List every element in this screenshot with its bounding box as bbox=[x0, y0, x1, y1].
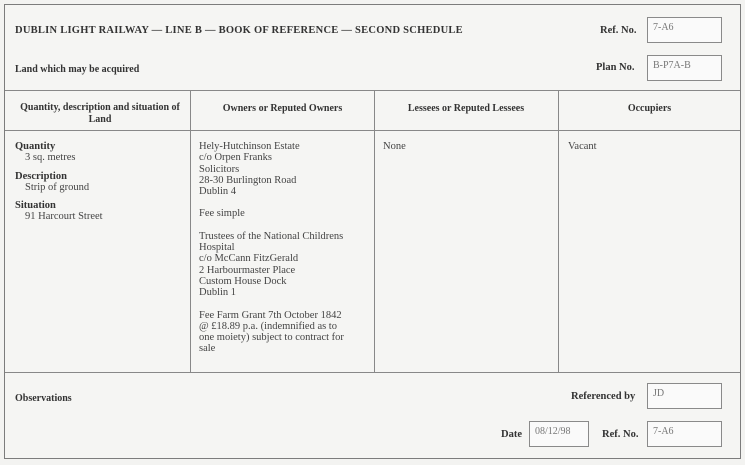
quantity-value: 3 sq. metres bbox=[25, 152, 76, 164]
column-header-lessees: Lessees or Reputed Lessees bbox=[407, 103, 525, 114]
owner-line: 28-30 Burlington Road bbox=[199, 174, 297, 186]
grant-line: sale bbox=[199, 343, 216, 355]
schedule-subtitle: Land which may be acquired bbox=[15, 64, 140, 75]
land-cell bbox=[15, 141, 187, 223]
owner-line: Solicitors bbox=[199, 163, 240, 175]
situation-label: Situation bbox=[15, 200, 56, 212]
referenced-by-field[interactable]: JD bbox=[647, 383, 722, 409]
column-header-occupiers: Occupiers bbox=[627, 103, 672, 114]
owner-line: c/o Orpen Franks bbox=[199, 152, 272, 164]
footer-ref-no-field[interactable]: 7-A6 bbox=[647, 421, 722, 447]
header-bottom-rule bbox=[5, 130, 740, 131]
occupiers-value: Vacant bbox=[568, 141, 597, 152]
referenced-by-label: Referenced by bbox=[571, 391, 636, 402]
grant-line: @ £18.89 p.a. (indemnified as to bbox=[199, 320, 337, 332]
owner-line: Custom House Dock bbox=[199, 275, 287, 287]
column-divider bbox=[374, 90, 375, 372]
owner-line: Dublin 1 bbox=[199, 287, 237, 299]
column-header-owners: Owners or Reputed Owners bbox=[222, 103, 343, 114]
column-divider bbox=[558, 90, 559, 372]
observations-label: Observations bbox=[15, 393, 72, 404]
column-header-land: Quantity, description and situation of Land bbox=[20, 102, 180, 125]
plan-no-label: Plan No. bbox=[596, 62, 635, 73]
owner-line: Dublin 4 bbox=[199, 186, 237, 198]
schedule-title: DUBLIN LIGHT RAILWAY — LINE B — BOOK OF REFERENCE — SECOND SCHEDULE bbox=[15, 25, 463, 36]
owner-line: Hospital bbox=[199, 242, 235, 254]
description-value: Strip of ground bbox=[25, 181, 90, 193]
owner-line: Trustees of the National Childrens bbox=[199, 230, 344, 242]
table-top-rule bbox=[5, 90, 740, 91]
plan-no-field[interactable]: B-P7A-B bbox=[647, 55, 722, 81]
owner-line: 2 Harbourmaster Place bbox=[199, 264, 296, 276]
grant-line: one moiety) subject to contract for bbox=[199, 332, 344, 344]
situation-value: 91 Harcourt Street bbox=[25, 211, 103, 223]
description-label: Description bbox=[15, 170, 67, 182]
column-divider bbox=[190, 90, 191, 372]
tenure-line: Fee simple bbox=[199, 208, 245, 220]
footer-ref-no-label: Ref. No. bbox=[602, 429, 639, 440]
table-bottom-rule bbox=[5, 372, 740, 373]
owner-line: c/o McCann FitzGerald bbox=[199, 253, 299, 265]
owners-cell bbox=[199, 141, 371, 355]
ref-no-field[interactable]: 7-A6 bbox=[647, 17, 722, 43]
ref-no-label: Ref. No. bbox=[600, 25, 637, 36]
lessees-value: None bbox=[383, 141, 406, 152]
date-label: Date bbox=[501, 429, 522, 440]
quantity-label: Quantity bbox=[15, 141, 56, 152]
date-field[interactable]: 08/12/98 bbox=[529, 421, 589, 447]
owner-line: Hely-Hutchinson Estate bbox=[199, 141, 300, 152]
grant-line: Fee Farm Grant 7th October 1842 bbox=[199, 309, 342, 321]
